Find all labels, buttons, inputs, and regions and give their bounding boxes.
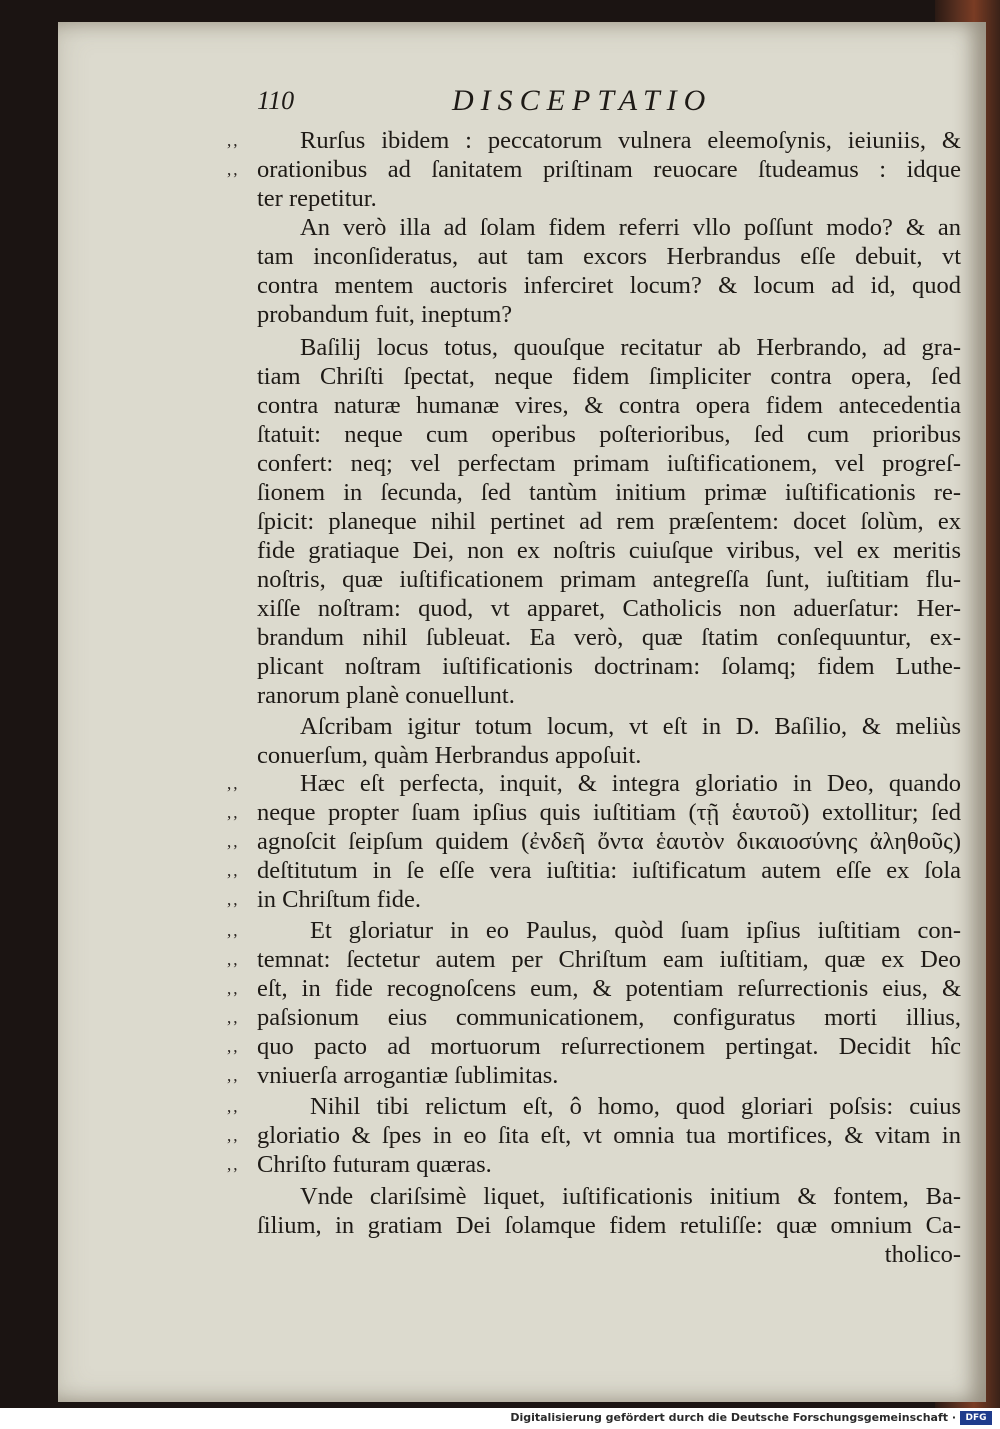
digitization-credit: Digitalisierung gefördert durch die Deutsche Forschungsgemeinschaft · bbox=[510, 1411, 956, 1424]
text-line: paſsionum eius communicationem, configuratus morti illius, bbox=[257, 1004, 961, 1031]
text-line: temnat: ſectetur autem per Chriſtum eam iuſtitiam, quæ ex Deo bbox=[257, 946, 961, 973]
quote-mark: ,, bbox=[227, 1066, 240, 1085]
text-line: ſpicit: planeque nihil pertinet ad rem præſentem: docet ſolùm, ex bbox=[257, 508, 961, 535]
text-line: contra naturæ humanæ vires, & contra opera fidem antecedentia bbox=[257, 392, 961, 419]
quote-mark: ,, bbox=[227, 921, 240, 940]
text-line: Baſilij locus totus, quouſque recitatur ab Herbrando, ad gra- bbox=[300, 334, 961, 361]
text-line: Aſcribam igitur totum locum, vt eſt in D. Baſilio, & meliùs bbox=[300, 713, 961, 740]
text-line: neque propter ſuam ipſius quis iuſtitiam (τῇ ἑαυτοῦ) extollitur; ſed bbox=[257, 799, 961, 826]
text-line: plicant noſtram iuſtificationis doctrinam: ſolamq; fidem Luthe- bbox=[257, 653, 961, 680]
quote-mark: ,, bbox=[227, 1155, 240, 1174]
text-lines bbox=[200, 0, 965, 1429]
text-line: Hæc eſt perfecta, inquit, & integra gloriatio in Deo, quando bbox=[300, 770, 961, 797]
text-line: tiam Chriſti ſpectat, neque fidem ſimpliciter contra opera, ſed bbox=[257, 363, 961, 390]
text-line: eſt, in fide recognoſcens eum, & potentiam reſurrectionis eius, & bbox=[257, 975, 961, 1002]
text-line: probandum fuit, ineptum? bbox=[257, 301, 513, 328]
text-line: noſtris, quæ iuſtificationem primam antegreſſa ſunt, iuſtitiam flu- bbox=[257, 566, 961, 593]
dfg-logo-icon: DFG bbox=[960, 1411, 992, 1425]
text-line: confert: neq; vel perfectam primam iuſtificationem, vel progreſ- bbox=[257, 450, 961, 477]
quote-mark: ,, bbox=[227, 803, 240, 822]
text-line: ter repetitur. bbox=[257, 185, 377, 212]
quote-mark: ,, bbox=[227, 1126, 240, 1145]
quote-mark: ,, bbox=[227, 1008, 240, 1027]
quote-mark: ,, bbox=[227, 832, 240, 851]
quote-mark: ,, bbox=[227, 774, 240, 793]
text-line: conuerſum, quàm Herbrandus appoſuit. bbox=[257, 742, 642, 769]
quote-mark: ,, bbox=[227, 1097, 240, 1116]
text-line: Rurſus ibidem : peccatorum vulnera eleemoſynis, ieiuniis, & bbox=[300, 127, 961, 154]
text-line: Nihil tibi relictum eſt, ô homo, quod gloriari poſsis: cuius bbox=[310, 1093, 961, 1120]
text-line: vniuerſa arrogantiæ ſublimitas. bbox=[257, 1062, 559, 1089]
text-line: ranorum planè conuellunt. bbox=[257, 682, 515, 709]
quote-mark: ,, bbox=[227, 950, 240, 969]
text-line: An verò illa ad ſolam fidem referri vllo poſſunt modo? & an bbox=[300, 214, 961, 241]
quote-mark: ,, bbox=[227, 131, 240, 150]
text-line: gloriatio & ſpes in eo ſita eſt, vt omnia tua mortifices, & vitam in bbox=[257, 1122, 961, 1149]
running-title: DISCEPTATIO bbox=[452, 84, 713, 117]
text-line: ſionem in ſecunda, ſed tantùm initium primæ iuſtificationis re- bbox=[257, 479, 961, 506]
text-line: deſtitutum in ſe eſſe vera iuſtitia: iuſtificatum autem eſſe ex ſola bbox=[257, 857, 961, 884]
footer-bar bbox=[0, 1408, 1000, 1429]
page-number: 110 bbox=[257, 86, 295, 115]
text-line: in Chriſtum fide. bbox=[257, 886, 421, 913]
text-line: orationibus ad ſanitatem priſtinam reuocare ſtudeamus : idque bbox=[257, 156, 961, 183]
text-line: brandum nihil ſubleuat. Ea verò, quæ ſtatim conſequuntur, ex- bbox=[257, 624, 961, 651]
text-line: quo pacto ad mortuorum reſurrectionem pertingat. Decidit hîc bbox=[257, 1033, 961, 1060]
text-line: xiſſe noſtram: quod, vt apparet, Catholicis non aduerſatur: Her- bbox=[257, 595, 961, 622]
text-line: Et gloriatur in eo Paulus, quòd ſuam ipſius iuſtitiam con- bbox=[310, 917, 961, 944]
catchword: tholico- bbox=[884, 1241, 961, 1268]
text-line: Vnde clariſsimè liquet, iuſtificationis initium & fontem, Ba- bbox=[300, 1183, 961, 1210]
text-line: tam inconſideratus, aut tam excors Herbrandus eſſe debuit, vt bbox=[257, 243, 961, 270]
text-line: fide gratiaque Dei, non ex noſtris cuiuſque viribus, vel ex meritis bbox=[257, 537, 961, 564]
text-line: Chriſto futuram quæras. bbox=[257, 1151, 492, 1178]
quote-mark: ,, bbox=[227, 890, 240, 909]
text-line: contra mentem auctoris inferciret locum? & locum ad id, quod bbox=[257, 272, 961, 299]
quote-mark: ,, bbox=[227, 160, 240, 179]
text-line: ſtatuit: neque cum operibus poſterioribus, ſed cum prioribus bbox=[257, 421, 961, 448]
quote-mark: ,, bbox=[227, 979, 240, 998]
text-line: ſilium, in gratiam Dei ſolamque fidem retuliſſe: quæ omnium Ca- bbox=[257, 1212, 961, 1239]
quote-mark: ,, bbox=[227, 1037, 240, 1056]
quote-mark: ,, bbox=[227, 861, 240, 880]
text-line: agnoſcit ſeipſum quidem (ἐνδεῆ ὄντα ἑαυτὸν δικαιοσύνης ἀληθοῦς) bbox=[257, 828, 961, 855]
